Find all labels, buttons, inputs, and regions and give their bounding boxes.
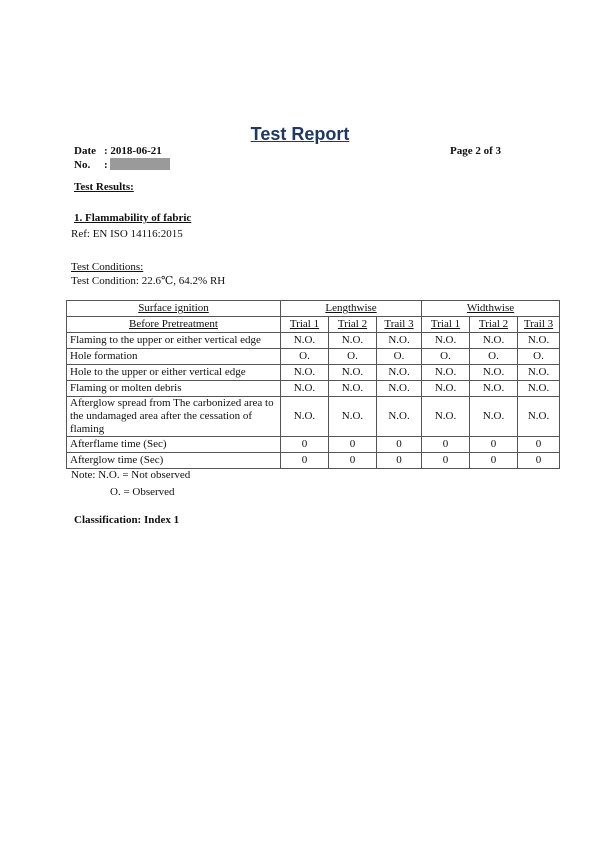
table-row	[67, 437, 560, 453]
header-trial: Trail 3	[377, 317, 422, 333]
report-title: Test Report	[250, 124, 350, 144]
row-label: Afterglow spread from The carbonized area to the undamaged area after the cessation of flaming	[67, 397, 281, 437]
table-row	[67, 333, 560, 349]
table-cell: N.O.	[518, 381, 560, 397]
header-widthwise: Widthwise	[422, 301, 560, 317]
table-cell: N.O.	[281, 333, 329, 349]
date-label: Date	[74, 145, 96, 157]
table-cell: 0	[470, 437, 518, 453]
report-number-value: :	[104, 159, 108, 171]
flammability-heading: 1. Flammability of fabric	[74, 212, 192, 224]
table-cell: O.	[281, 349, 329, 365]
results-heading: Test Results:	[74, 181, 134, 193]
table-cell: O.	[422, 349, 470, 365]
table-cell: N.O.	[422, 365, 470, 381]
table-cell: N.O.	[518, 397, 560, 437]
table-cell: O.	[377, 349, 422, 365]
row-label: Hole to the upper or either vertical edge	[67, 365, 281, 381]
header-before-pretreatment: Before Pretreatment	[67, 317, 281, 333]
table-cell: 0	[329, 453, 377, 469]
table-cell: N.O.	[470, 365, 518, 381]
test-conditions-heading: Test Conditions:	[71, 261, 144, 273]
table-cell: N.O.	[281, 397, 329, 437]
header-trial: Trial 2	[470, 317, 518, 333]
table-cell: N.O.	[518, 365, 560, 381]
table-cell: 0	[470, 453, 518, 469]
test-conditions-text: Test Condition: 22.6℃, 64.2% RH	[71, 275, 226, 287]
table-cell: N.O.	[470, 333, 518, 349]
table-row	[67, 349, 560, 365]
row-label: Flaming to the upper or either vertical edge	[67, 333, 281, 349]
table-cell: N.O.	[281, 365, 329, 381]
table-cell: N.O.	[281, 381, 329, 397]
row-label: Afterflame time (Sec)	[67, 437, 281, 453]
row-label: Flaming or molten debris	[67, 381, 281, 397]
table-cell: 0	[329, 437, 377, 453]
date-value: : 2018-06-21	[104, 145, 162, 157]
table-row	[67, 453, 560, 469]
header-trial: Trial 1	[281, 317, 329, 333]
note-observed: O. = Observed	[110, 486, 175, 498]
standard-reference: Ref: EN ISO 14116:2015	[71, 228, 183, 240]
report-number-label: No.	[74, 159, 91, 171]
table-header-row	[67, 317, 560, 333]
table-row	[67, 381, 560, 397]
redacted-report-number	[110, 158, 170, 170]
header-trial: Trial 1	[422, 317, 470, 333]
table-cell: N.O.	[470, 397, 518, 437]
page-number: Page 2 of 3	[450, 145, 502, 157]
table-cell: N.O.	[329, 333, 377, 349]
table-cell: 0	[281, 453, 329, 469]
table-cell: N.O.	[377, 381, 422, 397]
header-lengthwise: Lengthwise	[281, 301, 422, 317]
table-cell: N.O.	[422, 381, 470, 397]
table-cell: N.O.	[518, 333, 560, 349]
table-cell: N.O.	[329, 381, 377, 397]
table-cell: N.O.	[329, 365, 377, 381]
row-label: Afterglow time (Sec)	[67, 453, 281, 469]
table-cell: O.	[470, 349, 518, 365]
table-cell: N.O.	[422, 333, 470, 349]
header-trial: Trial 2	[329, 317, 377, 333]
header-trial: Trail 3	[518, 317, 560, 333]
table-row	[67, 365, 560, 381]
table-cell: 0	[422, 437, 470, 453]
table-cell: N.O.	[329, 397, 377, 437]
row-label: Hole formation	[67, 349, 281, 365]
table-cell: O.	[329, 349, 377, 365]
table-cell: 0	[281, 437, 329, 453]
table-header-row	[67, 301, 560, 317]
table-cell: O.	[518, 349, 560, 365]
table-cell: N.O.	[422, 397, 470, 437]
results-table	[66, 300, 560, 469]
header-surface-ignition: Surface ignition	[67, 301, 281, 317]
table-cell: N.O.	[377, 397, 422, 437]
table-cell: 0	[422, 453, 470, 469]
table-cell: N.O.	[470, 381, 518, 397]
table-cell: N.O.	[377, 365, 422, 381]
table-cell: 0	[518, 453, 560, 469]
table-cell: 0	[518, 437, 560, 453]
table-cell: 0	[377, 437, 422, 453]
table-row	[67, 397, 560, 437]
note-not-observed: Note: N.O. = Not observed	[71, 469, 191, 481]
table-cell: 0	[377, 453, 422, 469]
classification: Classification: Index 1	[74, 514, 180, 526]
table-cell: N.O.	[377, 333, 422, 349]
